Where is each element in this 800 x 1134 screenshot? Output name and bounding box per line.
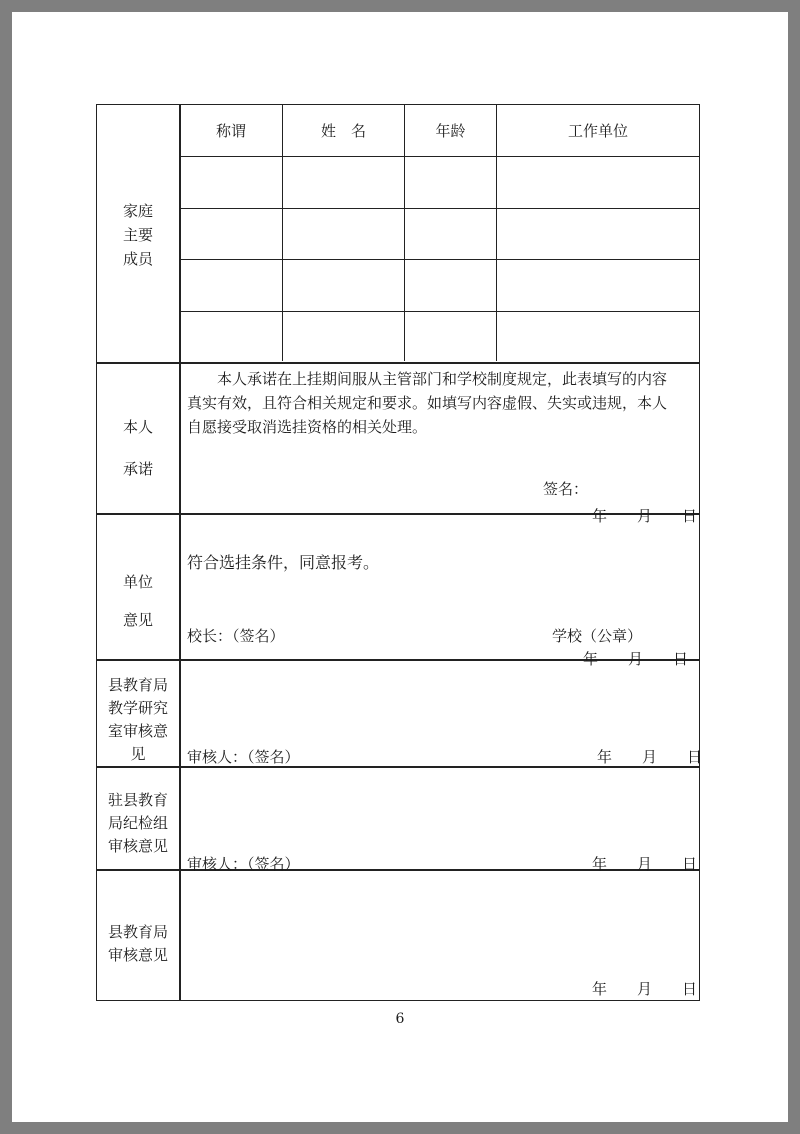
family-row-2-workplace-cell[interactable] — [498, 210, 698, 258]
pledge-signature-label: 签名： — [543, 480, 589, 498]
grid-line — [180, 311, 699, 312]
research-reviewer-label: 审核人：（签名） — [187, 748, 300, 766]
header-name: 姓 名 — [320, 122, 366, 140]
discipline-group-label: 驻县教育 局纪检组 审核意见 — [107, 791, 168, 855]
section-divider — [97, 362, 699, 364]
document-page — [12, 12, 788, 1122]
discipline-reviewer-label: 审核人：（签名） — [187, 855, 300, 873]
research-date: 年 月 日 — [597, 748, 703, 766]
bureau-date: 年 月 日 — [592, 980, 698, 998]
family-row-2-name-cell[interactable] — [284, 210, 403, 258]
family-row-2-relation-cell[interactable] — [181, 210, 281, 258]
discipline-date: 年 月 日 — [592, 855, 698, 873]
pledge-text: 本人承诺在上挂期间服从主管部门和学校制度规定，此表填写的内容 真实有效，且符合相关规定和要求。如填写内容虚假、失实或违规，本人 自愿接受取消选挂资格的相关处理。 — [187, 370, 668, 436]
family-row-4-relation-cell[interactable] — [181, 313, 281, 361]
grid-line — [180, 208, 699, 209]
research-office-label: 县教育局 教学研究 室审核意 见 — [107, 676, 168, 763]
page-number: 6 — [395, 1011, 405, 1027]
pledge-date: 年 月 日 — [592, 507, 698, 525]
family-row-3-age-cell[interactable] — [406, 261, 495, 310]
grid-line — [404, 105, 405, 361]
grid-line — [180, 156, 699, 157]
unit-opinion-text: 符合选挂条件，同意报考。 — [187, 553, 380, 572]
school-seal-label: 学校（公章） — [552, 627, 643, 645]
family-row-1-name-cell[interactable] — [284, 158, 403, 207]
bureau-review-label: 县教育局 审核意见 — [107, 923, 168, 964]
unit-date: 年 月 日 — [583, 650, 689, 668]
family-row-1-age-cell[interactable] — [406, 158, 495, 207]
family-row-4-age-cell[interactable] — [406, 313, 495, 361]
family-row-3-relation-cell[interactable] — [181, 261, 281, 310]
header-relation: 称谓 — [215, 122, 246, 140]
grid-line — [496, 105, 497, 361]
section-divider — [97, 766, 699, 768]
family-row-3-name-cell[interactable] — [284, 261, 403, 310]
unit-opinion-label: 单位 意见 — [122, 573, 153, 629]
header-age: 年龄 — [435, 122, 466, 140]
grid-line — [180, 259, 699, 260]
family-row-4-name-cell[interactable] — [284, 313, 403, 361]
pledge-label: 本人 承诺 — [122, 418, 153, 478]
family-row-1-workplace-cell[interactable] — [498, 158, 698, 207]
header-workplace: 工作单位 — [567, 122, 628, 140]
family-members-label: 家庭 主要 成员 — [122, 202, 153, 268]
principal-signature-label: 校长：（签名） — [187, 627, 285, 645]
family-row-2-age-cell[interactable] — [406, 210, 495, 258]
family-row-3-workplace-cell[interactable] — [498, 261, 698, 310]
family-row-4-workplace-cell[interactable] — [498, 313, 698, 361]
grid-line — [282, 105, 283, 361]
application-form-table — [96, 104, 703, 1001]
family-row-1-relation-cell[interactable] — [181, 158, 281, 207]
